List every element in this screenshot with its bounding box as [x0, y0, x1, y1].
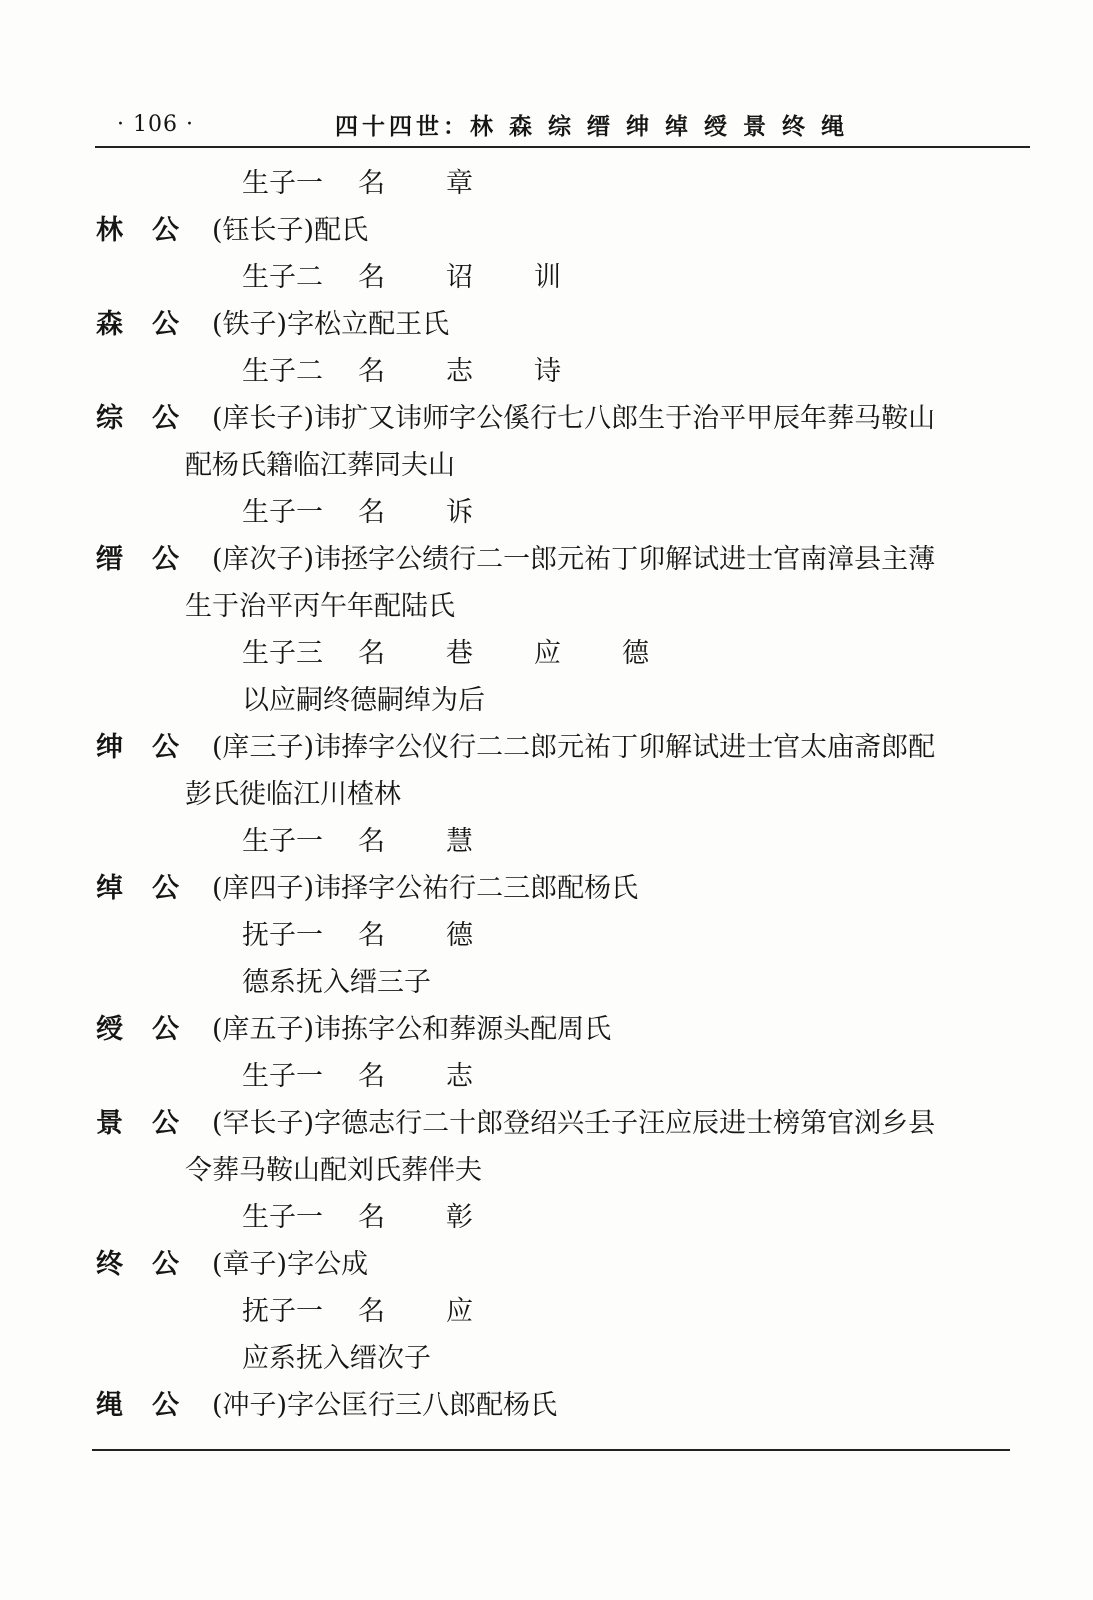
- person-name: 绅: [96, 732, 123, 763]
- footer-rule: [92, 1449, 1010, 1451]
- person-name: 景: [96, 1108, 123, 1139]
- children-line: [0, 1053, 1093, 1100]
- page-header: [95, 100, 1030, 148]
- children-line: [0, 912, 1093, 959]
- ming-label: 名: [358, 920, 385, 951]
- children-count: 生子三: [242, 638, 323, 669]
- entry-head-line: [0, 1006, 1093, 1053]
- entry-description-cont: 彭氏徙临江川楂林: [185, 779, 401, 810]
- person-name: 绳: [96, 1390, 123, 1421]
- child-name: 德: [446, 920, 473, 951]
- child-name: 诏: [446, 262, 473, 293]
- child-name: 训: [534, 262, 561, 293]
- entry-description: (庠四子)讳择字公祐行二三郎配杨氏: [212, 873, 639, 904]
- gong-title: 公: [152, 1108, 179, 1139]
- person-name: 终: [96, 1249, 123, 1280]
- gong-title: 公: [152, 403, 179, 434]
- children-count: 抚子一: [242, 920, 323, 951]
- adoption-note: 以应嗣终德嗣绰为后: [242, 685, 485, 716]
- child-name: 志: [446, 1061, 473, 1092]
- children-count: 生子一: [242, 168, 323, 199]
- entry-head-line: [0, 865, 1093, 912]
- ming-label: 名: [358, 826, 385, 857]
- children-line: [0, 160, 1093, 207]
- children-line: [0, 348, 1093, 395]
- entry-description: (庠次子)讳拯字公绩行二一郎元祐丁卯解试进士官南漳县主薄: [212, 544, 936, 575]
- children-count: 生子一: [242, 1202, 323, 1233]
- children-line: [0, 1288, 1093, 1335]
- ming-label: 名: [358, 497, 385, 528]
- ming-label: 名: [358, 1202, 385, 1233]
- ming-label: 名: [358, 262, 385, 293]
- entry-head-line: [0, 395, 1093, 442]
- child-name: 应: [534, 638, 561, 669]
- entry-description-cont: 配杨氏籍临江葬同夫山: [185, 450, 455, 481]
- entry-description: (章子)字公成: [212, 1249, 369, 1280]
- children-line: [0, 489, 1093, 536]
- ming-label: 名: [358, 1296, 385, 1327]
- entry-description: (庠三子)讳捧字公仪行二二郎元祐丁卯解试进士官太庙斋郎配: [212, 732, 936, 763]
- entry-head-line: [0, 207, 1093, 254]
- entry-description: (冲子)字公匡行三八郎配杨氏: [212, 1390, 558, 1421]
- children-line: [0, 1194, 1093, 1241]
- person-name: 林: [96, 215, 123, 246]
- child-name: 德: [622, 638, 649, 669]
- gong-title: 公: [152, 1249, 179, 1280]
- child-name: 彰: [446, 1202, 473, 1233]
- note-line: [0, 1335, 1093, 1382]
- gong-title: 公: [152, 544, 179, 575]
- entry-continuation-line: [0, 442, 1093, 489]
- ming-label: 名: [358, 168, 385, 199]
- entry-head-line: [0, 1382, 1093, 1429]
- person-name: 绶: [96, 1014, 123, 1045]
- person-name: 绰: [96, 873, 123, 904]
- entry-head-line: [0, 301, 1093, 348]
- entry-continuation-line: [0, 1147, 1093, 1194]
- genealogy-body: [0, 160, 1093, 1429]
- child-name: 诉: [446, 497, 473, 528]
- gong-title: 公: [152, 1390, 179, 1421]
- child-name: 应: [446, 1296, 473, 1327]
- running-title: 四十四世：林 森 综 缙 绅 绰 绶 景 终 绳: [335, 114, 849, 140]
- note-line: [0, 959, 1093, 1006]
- children-count: 生子一: [242, 826, 323, 857]
- person-name: 缙: [96, 544, 123, 575]
- children-line: [0, 818, 1093, 865]
- entry-continuation-line: [0, 583, 1093, 630]
- children-count: 生子一: [242, 497, 323, 528]
- entry-description: (庠五子)讳拣字公和葬源头配周氏: [212, 1014, 612, 1045]
- children-count: 生子一: [242, 1061, 323, 1092]
- entry-description-cont: 令葬马鞍山配刘氏葬伴夫: [185, 1155, 482, 1186]
- entry-head-line: [0, 1241, 1093, 1288]
- child-name: 志: [446, 356, 473, 387]
- child-name: 诗: [534, 356, 561, 387]
- entry-head-line: [0, 536, 1093, 583]
- adoption-note: 德系抚入缙三子: [242, 967, 431, 998]
- person-name: 森: [96, 309, 123, 340]
- entry-head-line: [0, 1100, 1093, 1147]
- children-count: 生子二: [242, 356, 323, 387]
- entry-description: (罕长子)字德志行二十郎登绍兴壬子汪应辰进士榜第官浏乡县: [212, 1108, 936, 1139]
- gong-title: 公: [152, 873, 179, 904]
- ming-label: 名: [358, 1061, 385, 1092]
- children-count: 生子二: [242, 262, 323, 293]
- note-line: [0, 677, 1093, 724]
- adoption-note: 应系抚入缙次子: [242, 1343, 431, 1374]
- person-name: 综: [96, 403, 123, 434]
- entry-description: (庠长子)讳扩又讳师字公傒行七八郎生于治平甲辰年葬马鞍山: [212, 403, 936, 434]
- entry-description: (钰长子)配氏: [212, 215, 369, 246]
- children-line: [0, 254, 1093, 301]
- children-count: 抚子一: [242, 1296, 323, 1327]
- gong-title: 公: [152, 732, 179, 763]
- child-name: 巷: [446, 638, 473, 669]
- children-line: [0, 630, 1093, 677]
- child-name: 慧: [446, 826, 473, 857]
- ming-label: 名: [358, 356, 385, 387]
- gong-title: 公: [152, 215, 179, 246]
- gong-title: 公: [152, 309, 179, 340]
- entry-continuation-line: [0, 771, 1093, 818]
- entry-head-line: [0, 724, 1093, 771]
- page-number: · 106 ·: [117, 112, 194, 137]
- ming-label: 名: [358, 638, 385, 669]
- child-name: 章: [446, 168, 473, 199]
- gong-title: 公: [152, 1014, 179, 1045]
- entry-description: (铁子)字松立配王氏: [212, 309, 450, 340]
- entry-description-cont: 生于治平丙午年配陆氏: [185, 591, 455, 622]
